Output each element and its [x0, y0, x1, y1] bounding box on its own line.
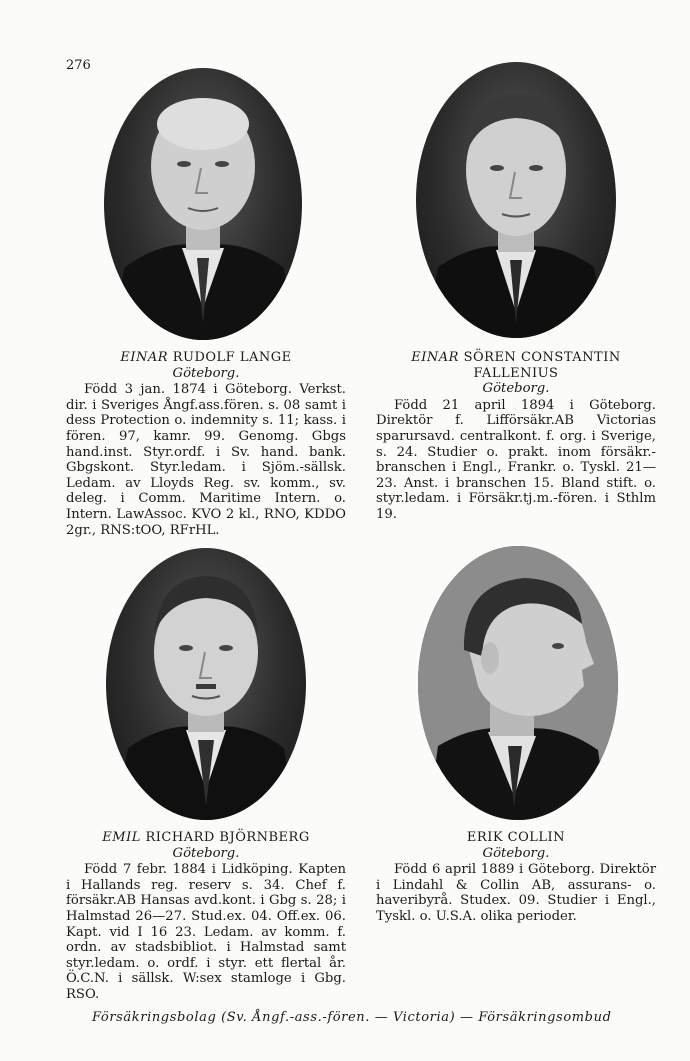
biography-entry	[66, 350, 346, 538]
city: Göteborg.	[172, 365, 240, 381]
portrait-photo-lange	[104, 68, 302, 340]
page-footer: Försäkringsbolag (Sv. Ångf.-ass.-fören. — Victoria) — Försäkringsombud	[92, 1010, 612, 1025]
biography-entry	[66, 830, 346, 1003]
person-name	[376, 350, 656, 381]
biography-text: Född 21 april 1894 i Göteborg. Direktör f. Lifförsäkr.AB Victorias sparursavd. centralkont. f. org. i Sverige, s. 24. Studier o. prakt. inom försäkr.-branschen i Engl., Frankr. o. Tyskl. 21—23. Anst. i branschen 15. Bland stift. o. styr.ledam. i Försäkr.tj.m.-fören. i Sthlm 19.	[376, 397, 656, 522]
name-rest: SÖREN CONSTANTIN FALLENIUS	[463, 350, 621, 381]
name-rest: RICHARD BJÖRNBERG	[145, 830, 310, 845]
page-number: 276	[66, 58, 91, 73]
portrait-photo-fallenius	[416, 62, 616, 338]
person-name	[66, 350, 346, 366]
person-name	[376, 830, 656, 846]
city: Göteborg.	[172, 845, 240, 861]
biography-text: Född 6 april 1889 i Göteborg. Direktör i Lindahl & Collin AB, assurans- o. haveribyrå. Studex. 09. Studier i Engl., Tyskl. o. U.S.A. olika perioder.	[376, 862, 656, 924]
given-name: EMIL	[102, 830, 141, 845]
name-rest: RUDOLF LANGE	[172, 350, 292, 365]
biography-entry	[376, 830, 656, 925]
portrait-photo-bjornberg	[106, 548, 306, 820]
name-rest: ERIK COLLIN	[466, 830, 566, 845]
biography-text: Född 7 febr. 1884 i Lidköping. Kapten i Hallands reg. reserv s. 34. Chef f. försäkr.AB Hansas avd.kont. i Gbg s. 28; i Halmstad 26—27. Stud.ex. 04. Off.ex. 06. Kapt. vid I 16 23. Ledam. av komm. f. ordn. av stadsbibliot. i Halmstad samt styr.ledam. o. ordf. i styr. ett flertal år. Ö.C.N. i sällsk. W:sex stamloge i Gbg. RSO.	[66, 862, 346, 1002]
given-name: EINAR	[411, 350, 459, 365]
biography-text: Född 3 jan. 1874 i Göteborg. Verkst. dir. i Sveriges Ångf.ass.fören. s. 08 samt i dess Protection o. indemnity s. 11; kass. i fören. 97, kamr. 99. Genomg. Gbgs hand.inst. Styr.ordf. i Sv. hand. bank. Gbgskont. Styr.ledam. i Sjöm.-sällsk. Ledam. av Lloyds Reg. sv. komm., sv. deleg. i Comm. Maritime Intern. o. Intern. LawAssoc. KVO 2 kl., RNO, KDDO 2gr., RNS:tOO, RFrHL.	[66, 382, 346, 538]
person-name	[66, 830, 346, 846]
given-name: EINAR	[120, 350, 169, 365]
city: Göteborg.	[482, 845, 550, 861]
biography-entry	[376, 350, 656, 523]
portrait-photo-collin	[418, 546, 618, 820]
city: Göteborg.	[482, 381, 550, 397]
